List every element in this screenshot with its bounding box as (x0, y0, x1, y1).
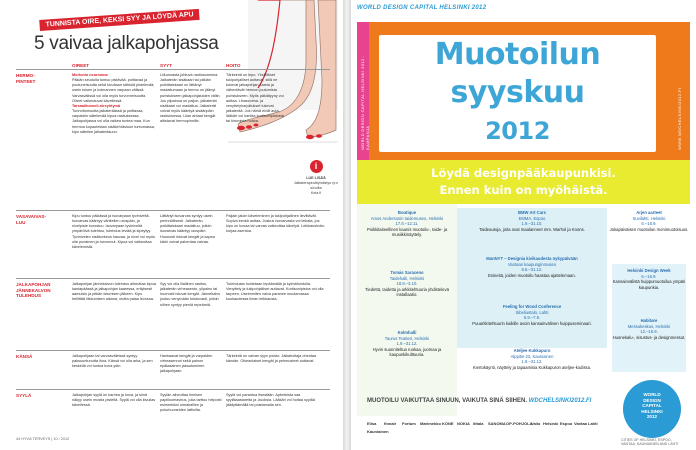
article-title: 5 vaivaa jalkapohjassa (34, 33, 219, 54)
wdc-badge (623, 380, 681, 438)
event-desc: Kiertokäynti, näyttely ja tapaamisia Kukkapuron ateljee-kodissa. (472, 364, 592, 370)
event-date: 1.8.–31.12. (521, 359, 543, 365)
event-venue: EMMA, Espoo (518, 215, 546, 221)
event-title: Feeling for Wood Conference (502, 304, 562, 309)
badge-line: DESIGN (643, 397, 661, 403)
event-desc: Puuarkkitehtuurin kaikille avoin kansainvälinen huippuseminaari. (472, 320, 592, 326)
wdc-top-tag: WORLD DESIGN CAPITAL HELSINKI 2012 (357, 5, 487, 11)
row-label-jannekalvo: JALKAPOHJAN JÄNNEKALVON TULEHDUS (16, 282, 51, 299)
event-venue: Amos Andersonin taidemuseo, Helsinki (370, 215, 444, 221)
headline-line-1: Muotoilun (434, 37, 601, 72)
event-desc: Poikkitaiteellinen kaunis muotoilu-, taide- ja musiikkinäyttely. (366, 226, 448, 238)
event-venue: Vantaan kaupunginmuseo (507, 261, 557, 267)
event-venue: Taidehalli, Helsinki (389, 275, 425, 281)
cell-syyt-3: Syy voi olla liiallinen rasitus, jalkaterän virheasento, ylipaino tai huonosti istuvat kengät. Jännekalvo joutuu venymään toistuvasti, jolloin siihen syntyy pieniä repeämiä. (160, 282, 221, 307)
cell-oireet-1 (72, 73, 156, 135)
sponsor-logos-2 (367, 429, 613, 439)
event-item (609, 210, 689, 232)
sponsor-logo: Helsinki (543, 421, 559, 426)
sponsor-logo: Marimekko (420, 421, 441, 426)
sponsor-logo: Vantaa (574, 421, 587, 426)
slogan-band (357, 160, 690, 204)
event-item (357, 330, 457, 358)
event-desc: Tiedettä, taidetta ja arkkitehtuuria yhdistelevä installaatio. (365, 286, 449, 298)
event-column-1 (357, 204, 457, 416)
event-item (461, 256, 603, 278)
tagline-text: MUOTOILU VAIKUTTAA SINUUN, VAIKUTA SINÄ SIIHEN. (367, 398, 527, 404)
tagline-url: WDCHELSINKI2012.FI (528, 398, 592, 404)
event-item (357, 210, 457, 238)
page-footer (621, 438, 678, 446)
badge-line: 2012 (646, 414, 658, 420)
event-item (609, 268, 689, 290)
divider (16, 350, 330, 351)
event-title: Habitare (640, 318, 658, 323)
info-line: LUE LISÄÄ (306, 176, 326, 180)
campaign-tagline (367, 398, 591, 404)
slogan-line-2: Ennen kuin on myöhäistä. (439, 183, 608, 197)
event-desc: Kansainvälistä huippumuotoilua ympäri kaupunkia. (612, 279, 686, 290)
event-title: Boutique (397, 210, 417, 215)
cell-syyt-5: Syylän aiheuttaa ihmisen papilloomavirus, joka tarttuu helposti esimerkiksi uimahallien ja pukuhuoneiden lattioilta. (160, 393, 222, 413)
sponsor-logo: OP-POHJOLA (506, 421, 533, 426)
event-item (461, 210, 603, 232)
event-desc: Huonekalu-, sisustus- ja designmessut. (612, 334, 686, 340)
vertical-caption-right: WWW.WDCHELSINKI2012.FI (677, 87, 682, 150)
event-date: 1.9.–31.12. (396, 341, 418, 347)
cell-hoito-5: Syylä voi parantua itsestään. Apteekista saa syylälaastareita ja -liuoksia. Lääkäri voi hoitaa syylää jäädyttämällä tai poistamalla sen. (226, 393, 315, 408)
event-date: 8.5.–31.12. (521, 267, 543, 273)
divider (16, 278, 330, 279)
right-page (351, 0, 696, 450)
cell-hoito-2: Paljain jaloin käveleminen ja tukipohjallinen lievittävät. Sopiva kenkä auttaa. Joskus isovarvasta voi leikata, jos kipu on kovaa tai varvas vaikeuttaa kävelyä. Leikkaushoito korjaa asentoa. (226, 214, 325, 234)
sponsor-logo: Valio (531, 421, 541, 426)
event-item (461, 304, 603, 326)
event-date: 6.–16.9. (641, 221, 657, 227)
event-title: ManNYT – Designia kivikaudesta nykypäivään (486, 256, 578, 261)
badge-line: CAPITAL (642, 403, 662, 409)
headline-line-3: 2012 (485, 117, 550, 145)
text-morton: Päkiän seudulla tuntuu pistävää, polttavaa ja puutuneisuutta sekä kivuliaan sähköä pistelevää; usein toisen ja kolmannen varpaan välissä. Varvasvälissä voi olla myös turvonneisuutta. Oireet vaikeutuvat kävellessä. (72, 78, 155, 103)
row-label-vasavaivasluu: VASAVAIVAS-LUU (16, 214, 47, 225)
event-desc: Esineitä, joiden muotoilu haastaa ajattelemaan. (488, 272, 576, 278)
article-kicker: TUNNISTA OIRE, KEKSI SYY JA LÖYDÄ APU (39, 9, 200, 31)
sponsor-logo: iittala (473, 421, 484, 426)
sponsor-logo: Espoo (560, 421, 573, 426)
row-label-syyla: SYYLÄ (16, 393, 32, 398)
cell-oireet-2: Kipu tuntuu päkiässä ja isovarpaan tyviniveltä. Isovarvas kääntyy vähitellen ulospäin, ja nivelpiste korostuu. Isovarpaan tyviniveltä ympäröivä tulehtuu, tulehdus leviää ja kipeytyy. Tyvinivelen sisäkorkeus kasvaa, ja nivel voi myös olla punainen ja turvonnut. Kipua voi vaikeuttaa kävelemistä. (72, 214, 155, 249)
row-label-hermopinteet: HERMO-PINTEET (16, 73, 36, 84)
event-item (357, 270, 457, 298)
event-item (609, 318, 689, 340)
event-title: Arjen aarteet (636, 210, 662, 215)
cell-oireet-5: Jalkapohjan syylä on karhea ja kova, ja siinä näkyy usein mustia pisteitä. Syylä voi olla kivulias kävellessä. (72, 393, 156, 408)
event-item (461, 348, 603, 370)
page-gutter (343, 0, 351, 450)
page-footer: 44 HYVÄ TERVEYS | 10 / 2012 (16, 437, 70, 441)
sponsor-logo: Lahti (588, 421, 598, 426)
event-desc: Jokapäiväisen muotoilun monimuotoisuus. (609, 226, 689, 232)
event-title: Tomás Saraceno (390, 270, 424, 275)
cell-hoito-3: Tulehdusta hoidetaan lepäämällä ja kylmähoidolla. Venyttely ja tukipohjalliset auttavat. Kortisonipistos voi olla tarpeen. Useimmiten vaiva paranee muutamassa kuukaudessa ilman leikkausta. (226, 282, 324, 302)
event-venue: Alppitie 23, Kauniainen (510, 353, 554, 359)
event-date: 1.9.–31.10. (521, 221, 543, 227)
event-date: 18.8.–3.10. (396, 281, 418, 287)
event-column-2 (461, 204, 603, 416)
sponsor-logo: finnair (384, 421, 397, 426)
footer-line: CITIES OF HELSINKI, ESPOO, (621, 438, 672, 442)
subhead-tarsaali: Tarsaalitunneli-oireyhtymä (72, 103, 121, 108)
cell-syyt-1: Liikunnasta johtuva rasitusvamma. Jalkaterän sisäkaari tai päkiän poikittaiskaari on lättänyt madaltumaan ja hermo on jäänyt puristukseen jalkapohjaluiden väliin. Jos ylipainoa on paljon, jalkaterän sisäkaari voi madaltua. Jalkaterät voivat myös kääntyä sisäänpäin rasituksessa. Liian ahtaat kengät altistavat hermopinnille. (160, 73, 221, 124)
event-venue: 6.–16.9. (641, 273, 657, 279)
col-header-hoito: HOITO (226, 63, 241, 68)
cell-syyt-2: Lättänyt isovarvas syntyy usein perinnöllisesti. Jalkaterän poikittaiskaari madaltuu, jolloin isovarvas kääntyy ulospäin. Huonosti istuvat kengät ja kapea kärki voivat pahentaa vaivaa. (160, 214, 215, 244)
sponsor-logo: Kauniainen (367, 429, 389, 434)
cell-hoito-1: Tärkeintä on lepo. Yksilölliset tukipohjalliset auttavat, sillä ne tukevat jalkapohjan kaaria ja vähentävät hermon joutumista puristukseen. Myös päkiätyyny voi auttaa. Lihasvoima- ja venyttelyharjoitukset tukevat jalkaterää. Jos nämä eivät auta, lääkäri voi harkita kortisonipistosta tai kirurgista hoitoa. (226, 73, 284, 124)
cell-syyt-4: Hankaavat kengät ja varpaiden virheasennot sekä painon epätasainen jakautuminen jalkapohjaan. (160, 354, 213, 374)
event-date: 12.–16.9. (640, 329, 658, 335)
badge-line: WORLD (643, 392, 661, 397)
event-desc: Taideautoja, joita ovat maalanneet mm. Warhol ja Koons. (479, 226, 585, 232)
text-tarsaali: Tunnottomuutta jalkateräässä ja polttavaa, varpaisiin säteilevää kipua rasituksessa. Jalkapohjassa voi olla vaikea tuntea maa. Kun hermoa kopautetaan sisäkehräsluun tuntumassa, kipu säteilee jalkateräsuun. (72, 109, 155, 134)
footer-line: VANTAA, KAUNIAINEN AND LAHTI (621, 442, 679, 447)
divider (16, 69, 330, 70)
headline-panel (379, 35, 656, 152)
badge-line: HELSINKI (641, 408, 663, 414)
event-title: Kolmhalli (397, 330, 417, 335)
info-line: Jalkaterapeuttiyhdistys ry:n sivuilta (293, 181, 339, 190)
headline-line-2: syyskuu (450, 75, 585, 110)
event-title: Ateljee Kukkapuro (513, 348, 551, 353)
sponsor-logo: Elisa (367, 421, 377, 426)
event-venue: Taurus Teatteri, Helsinki (384, 335, 430, 341)
event-title: BMW Art Cars (518, 210, 546, 215)
info-icon: i (310, 160, 323, 173)
sponsor-logo: KONE (442, 421, 454, 426)
cell-hoito-4: Tärkeintä on vaivan syyn poisto. Jalkahoitaja ohentaa känsän. Oikeanlaiset kengät ja pehmusteet auttavat. (226, 354, 317, 364)
event-date: 5.9.–7.9. (523, 315, 541, 321)
divider (16, 389, 330, 390)
left-page (0, 0, 343, 450)
subhead-morton: Mortonin neurooma (72, 73, 108, 77)
vertical-caption-left: WORLD DESIGN CAPITAL HELSINKI 2012 - KAMPANJA (360, 55, 370, 150)
event-venue: Suvilahti, Helsinki (632, 215, 666, 221)
row-label-kansa: KÄNSÄ (16, 354, 33, 359)
sponsor-logo: SANOMA (488, 421, 506, 426)
cell-oireet-3: Jalkapohjan jännekalvon tulehdus aiheuttaa kipua kantapäässä ja jalkapohjan kaaressa, erityisesti aamuisin ja pitkän istumisen jälkeen. Kipu hellittää liikkumisen aikana, mutta palaa levossa. (72, 282, 156, 302)
col-header-oireet: OIREET (72, 63, 90, 68)
divider (16, 210, 330, 211)
col-header-syyt: SYYT (160, 63, 172, 68)
sponsor-logo: NOKIA (457, 421, 470, 426)
event-venue: Sibeliustalo, Lahti (515, 309, 549, 315)
info-box (292, 160, 340, 196)
event-venue: Messukeskus, Helsinki (627, 323, 671, 329)
event-date: 17.8.–12.11. (395, 221, 419, 227)
event-desc: Hyvin suunniteltua ruokaa, juomaa ja kaupunkikulttuuria. (372, 346, 442, 358)
slogan-line-1: Löydä designpääkaupunkisi. (431, 166, 616, 180)
cell-oireet-4: Jalkapohjaan tai varvasväleissä syntyy paksuuntunutta ihoa. Känsä voi olla arka, ja sen keskellä voi tuntua kova ydin. (72, 354, 153, 369)
event-title: Helsinki Design Week (627, 268, 671, 273)
info-line: Kela.fi (310, 191, 322, 195)
sponsor-logo: Fortum (402, 421, 416, 426)
